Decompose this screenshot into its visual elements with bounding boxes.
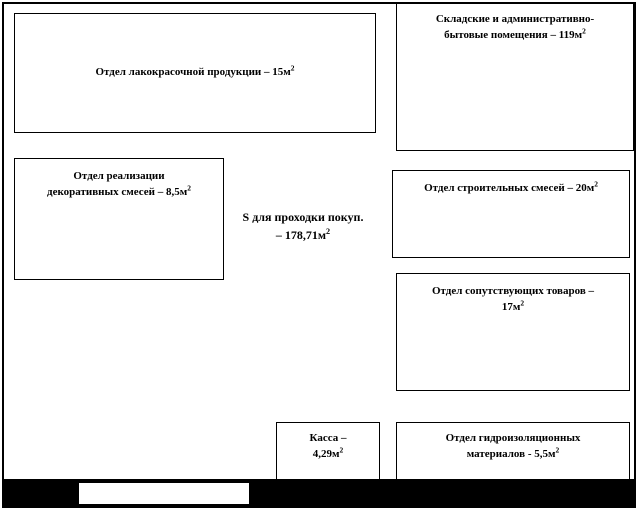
room-warehouse-admin [396,3,634,151]
room-label: Отдел лакокрасочной продукции – $15м^2$ [95,63,295,79]
room-label-line2: декоративных смесей – 8,5м [47,185,188,198]
sup-square: 2 [555,445,560,455]
room-label [21,169,217,201]
room-decorative-mixes-department [14,158,224,280]
room-label-line2: 4,29м [312,447,340,460]
sup-square: 2 [290,63,295,73]
room-label-line1: Касса – [309,432,347,444]
room-building-mixes-department [392,170,630,258]
sup-square: 2 [594,179,598,189]
sup-square: 2 [339,445,344,455]
room-label-line2: материалов - 5,5м [466,447,556,460]
customer-walkway-area-label [228,208,378,244]
room-paint-department [14,13,376,133]
room-label-line2: 17м [501,300,521,313]
walkway-label-line1: S для проходки покуп. [242,210,364,224]
walkway-label-line2: – 178,71м [275,228,327,242]
room-label-line1: Отдел гидроизоляционных [445,432,581,444]
room-cash-desk [276,422,380,484]
room-label-line1: Складские и административно- [435,13,595,25]
sup-square: 2 [326,227,331,236]
room-label-line1: Отдел реализации [73,170,165,182]
room-related-goods-department [396,273,630,391]
entrance-vestibule [78,482,250,505]
room-label-line1: Отдел сопутствующих товаров – [431,285,595,297]
room-label-line2: бытовые помещения – 119м [444,28,583,41]
sup-square: 2 [520,298,525,308]
room-label [283,431,373,463]
room-label [403,12,627,44]
room-label [403,284,623,316]
sup-square: 2 [582,26,586,36]
room-label [403,431,623,463]
room-waterproofing-materials-department [396,422,630,484]
sup-square: 2 [187,183,191,193]
room-label: Отдел строительных смесей – $20м^2$ [424,179,598,194]
